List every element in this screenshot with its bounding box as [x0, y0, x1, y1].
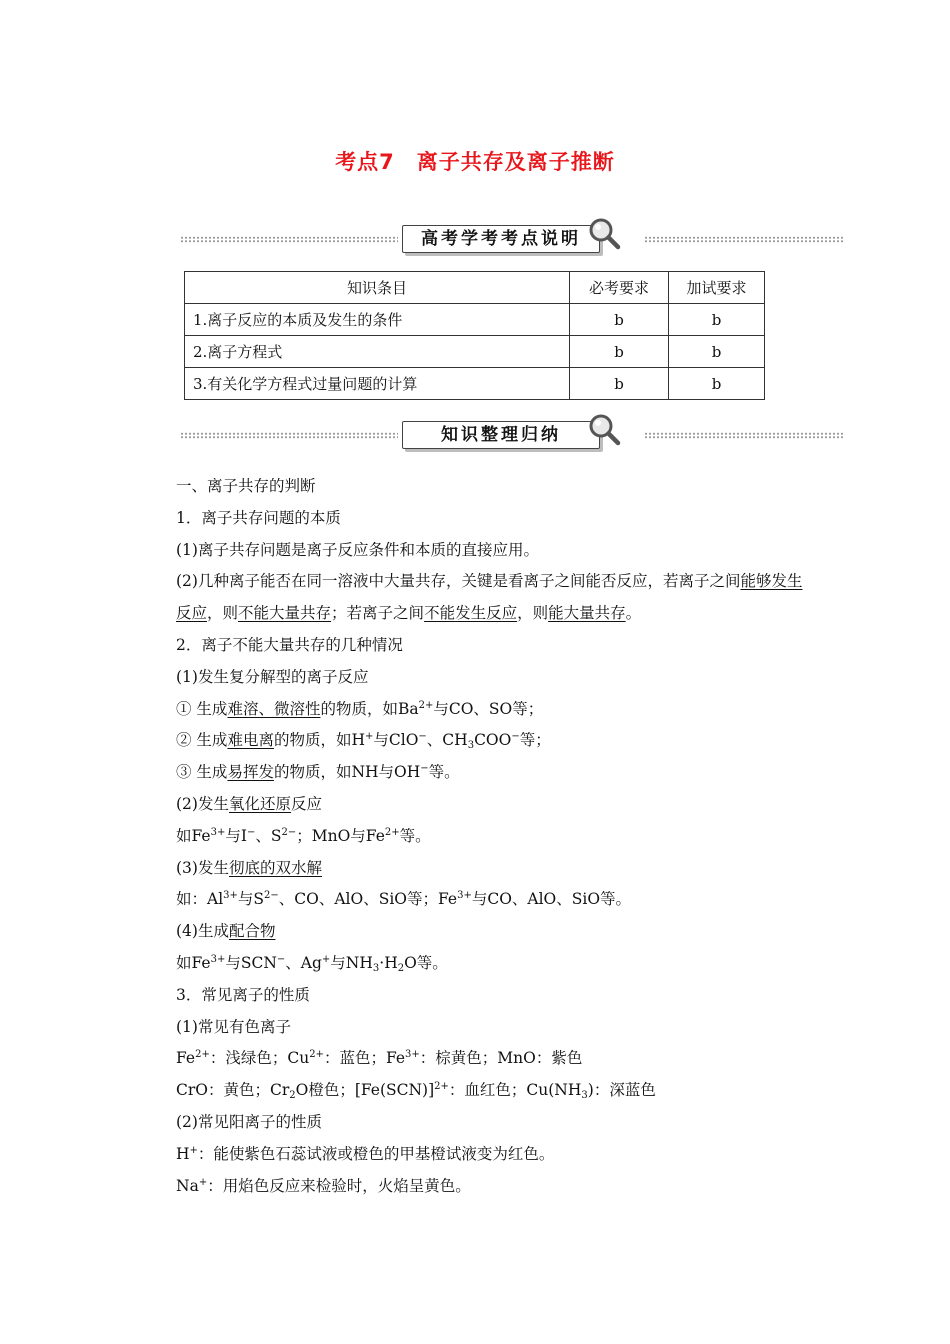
table-cell: b [570, 336, 669, 368]
table-cell: 3.有关化学方程式过量问题的计算 [185, 368, 570, 400]
table-cell: 1.离子反应的本质及发生的条件 [185, 304, 570, 336]
paragraph: (3)发生彻底的双水解 [176, 858, 322, 877]
banner-label: 高考学考考点说明 [402, 225, 600, 253]
paragraph: (2)常见阳离子的性质 [176, 1112, 322, 1131]
banner-dots-left [180, 432, 398, 439]
table-row [185, 368, 765, 400]
table-cell: b [570, 304, 669, 336]
knowledge-body [145, 471, 810, 1202]
section-heading: 1．离子共存问题的本质 [176, 508, 341, 527]
paragraph: CrO：黄色；$Cr_2O$橙色；$[Fe(SCN)]^{2+}$：血红色；$Cu(NH_3)$：深蓝色 [176, 1081, 656, 1102]
exam-section-banner [180, 222, 844, 258]
page-title: 考点7 离子共存及离子推断 [335, 150, 615, 174]
paragraph: H+：能使紫色石蕊试液或橙色的甲基橙试液变为红色。 [176, 1144, 555, 1163]
paragraph: 如$Fe^{3+}$与I−、$S^{2-}$；MnO与$Fe^{2+}$等。 [176, 826, 431, 845]
banner-label: 知识整理归纳 [402, 421, 600, 449]
column-header: 必考要求 [570, 272, 669, 304]
column-header: 知识条目 [185, 272, 570, 304]
paragraph: (2)几种离子能否在同一溶液中大量共存，关键是看离子之间能否反应，若离子之间能够发生反应，则不能大量共存；若离子之间不能发生反应，则能大量共存。 [176, 572, 803, 623]
knowledge-section-banner [180, 418, 844, 454]
table-cell: b [669, 304, 765, 336]
paragraph: $Fe^{2+}$：浅绿色；$Cu^{2+}$：蓝色；$Fe^{3+}$：棕黄色；MnO：紫色 [176, 1049, 583, 1068]
magnifier-icon [587, 412, 623, 448]
paragraph: ③ 生成易挥发的物质，如NH与OH−等。 [176, 763, 460, 782]
banner-dots-right [644, 432, 844, 439]
section-heading: 3．常见离子的性质 [176, 985, 310, 1004]
banner-dots-left [180, 236, 398, 243]
table-row [185, 336, 765, 368]
paragraph: Na+：用焰色反应来检验时，火焰呈黄色。 [176, 1176, 471, 1195]
section-heading: 2．离子不能大量共存的几种情况 [176, 635, 403, 654]
table-cell: b [669, 336, 765, 368]
paragraph: ① 生成难溶、微溶性的物质，如$Ba^{2+}$与CO、SO等； [176, 699, 544, 718]
paragraph: (2)发生氧化还原反应 [176, 794, 322, 813]
paragraph: (4)生成配合物 [176, 922, 276, 941]
paragraph: (1)离子共存问题是离子反应条件和本质的直接应用。 [176, 540, 539, 559]
paragraph: (1)常见有色离子 [176, 1017, 291, 1036]
paragraph: (1)发生复分解型的离子反应 [176, 667, 369, 686]
paragraph: 如$Fe^{3+}$与SCN−、Ag+与$NH_3\cdot H_2O$等。 [176, 953, 448, 974]
paragraph: 如：$Al^{3+}$与$S^{2-}$、CO、AlO、SiO等；$Fe^{3+}$与CO、AlO、SiO等。 [176, 890, 632, 909]
table-cell: 2.离子方程式 [185, 336, 570, 368]
table-cell: b [570, 368, 669, 400]
requirements-table [184, 271, 765, 400]
table-cell: b [669, 368, 765, 400]
magnifier-icon [587, 216, 623, 252]
column-header: 加试要求 [669, 272, 765, 304]
heading-1: 一、离子共存的判断 [176, 477, 316, 495]
table-header-row [185, 272, 765, 304]
table-row [185, 304, 765, 336]
paragraph: ② 生成难电离的物质，如H+与ClO−、$CH_3COO^-$等； [176, 731, 551, 752]
banner-dots-right [644, 236, 844, 243]
